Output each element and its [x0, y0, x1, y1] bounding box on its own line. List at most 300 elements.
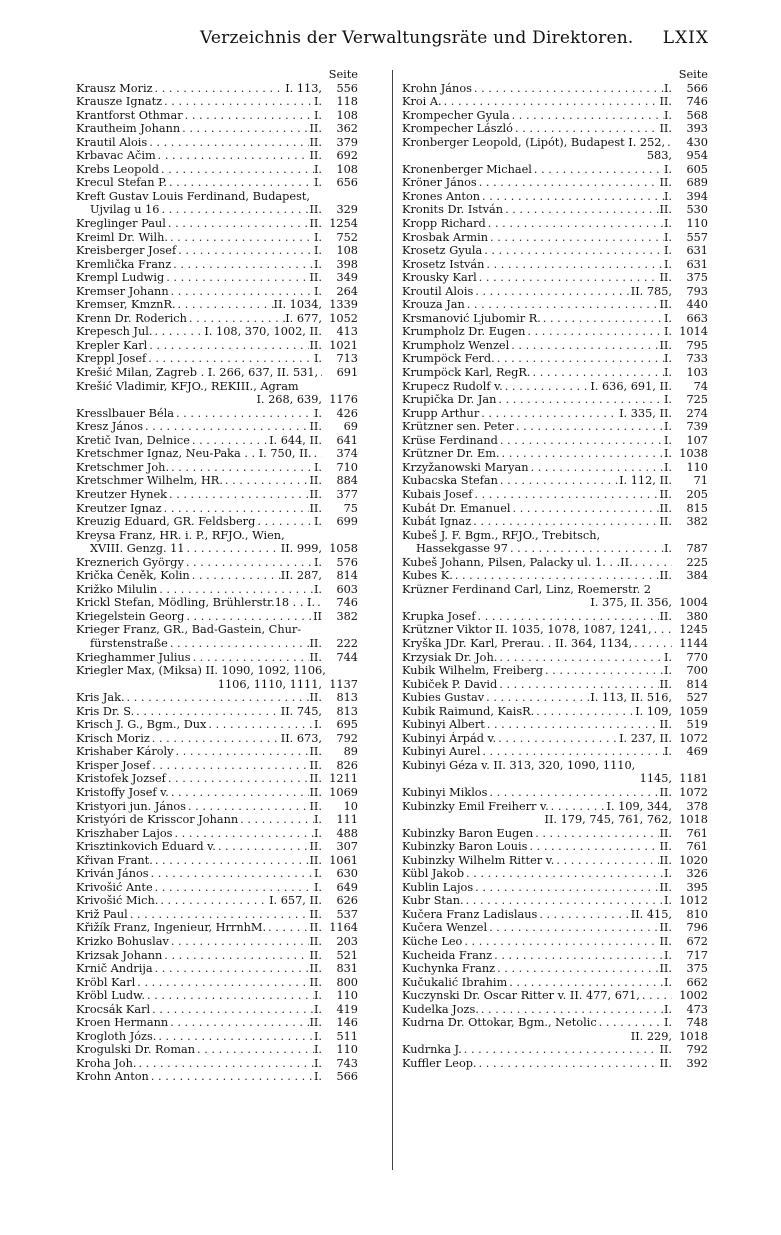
entry-ref: I. 113, II. 516,	[590, 691, 672, 705]
entry-name: Kucheida Franz	[402, 948, 493, 962]
leader-dots	[186, 800, 310, 814]
entry-page: 793	[686, 284, 708, 298]
entry-page: 566	[336, 1070, 358, 1084]
entry-ref: II.	[309, 135, 322, 149]
entry-ref: I. 375, II. 356,	[590, 596, 672, 610]
leader-dots	[527, 840, 659, 854]
entry-ref: I. 335, II.	[619, 406, 672, 420]
entry-name: Krüzner Ferdinand Carl, Linz, Roemerstr. 2	[402, 582, 652, 596]
entry-page: 1176	[329, 393, 358, 407]
entry-ref: I.	[313, 582, 322, 596]
leader-dots	[665, 136, 672, 150]
entry-name: Kubr Stan.	[402, 894, 464, 908]
entry-name: Kreuzig Eduard, GR. Feldsberg	[76, 515, 256, 529]
entry-page: 395	[686, 880, 708, 894]
entry-page: 394	[686, 189, 708, 203]
entry-name: Kučukalić Ibrahim	[402, 975, 508, 989]
entry-ref: I.	[663, 1016, 672, 1030]
index-entry-continuation	[402, 596, 708, 610]
entry-name: Krouza Jan	[402, 298, 465, 312]
leader-dots	[486, 217, 664, 231]
index-entry	[76, 380, 358, 394]
leader-dots	[191, 651, 310, 665]
entry-name: Krisch Moriz	[76, 731, 150, 745]
index-entry	[76, 149, 358, 163]
entry-ref: II.	[659, 677, 672, 691]
entry-page: 725	[686, 393, 708, 407]
entry-ref: II	[313, 609, 322, 623]
entry-page: 349	[336, 271, 358, 285]
index-entry	[402, 244, 708, 258]
leader-dots	[255, 515, 314, 529]
entry-ref: I. 113,	[285, 81, 322, 95]
entry-name: Krupka Josef	[402, 609, 476, 623]
entry-ref: I.	[663, 447, 672, 461]
entry-name: Kreppl Josef	[76, 352, 147, 366]
leader-dots	[166, 772, 310, 786]
page-header	[0, 28, 781, 56]
entry-page: 1038	[679, 447, 708, 461]
index-entry	[76, 921, 358, 935]
index-entry	[76, 881, 358, 895]
entry-name: Krisper Josef	[76, 758, 151, 772]
index-entry	[76, 705, 358, 719]
index-entry	[402, 854, 708, 868]
entry-page: 576	[336, 555, 358, 569]
entry-ref: II.	[309, 785, 322, 799]
entry-name: Krousky Karl	[402, 271, 477, 285]
leader-dots	[442, 95, 660, 109]
entry-page: 1002	[679, 989, 708, 1003]
entry-page: 1018	[679, 1029, 708, 1043]
leader-dots	[465, 298, 660, 312]
entry-page: 813	[336, 704, 358, 718]
index-entry	[402, 122, 708, 136]
entry-ref: II. 179, 745, 761, 762,	[544, 813, 672, 827]
entry-ref: I.	[663, 393, 672, 407]
entry-name: Kubik Raimund, KaisR.	[402, 704, 535, 718]
index-entry	[402, 1016, 708, 1030]
entry-page: 440	[686, 298, 708, 312]
entry-page: 377	[336, 487, 358, 501]
entry-name: Krishaber Károly	[76, 745, 174, 759]
leader-dots	[145, 989, 314, 1003]
leader-dots	[150, 732, 281, 746]
leader-dots	[135, 976, 309, 990]
entry-ref: II.	[659, 122, 672, 136]
entry-name: Kremser Johann	[76, 284, 169, 298]
entry-page: 107	[686, 433, 708, 447]
entry-ref: II.	[309, 122, 322, 136]
leader-dots	[480, 745, 664, 759]
entry-page: 630	[336, 867, 358, 881]
entry-page: 1339	[329, 298, 358, 312]
leader-dots	[503, 203, 659, 217]
leader-dots	[509, 339, 659, 353]
entry-ref: I. 237, II.	[619, 731, 672, 745]
entry-page: 430	[686, 135, 708, 149]
index-entry	[402, 732, 708, 746]
entry-page: 663	[686, 311, 708, 325]
leader-dots	[190, 569, 281, 583]
index-entry	[76, 1057, 358, 1071]
index-entry	[76, 420, 358, 434]
leader-dots	[183, 109, 314, 123]
entry-ref: II.	[659, 271, 672, 285]
entry-page: 743	[336, 1056, 358, 1070]
entry-page: 382	[686, 515, 708, 529]
entry-ref: I.	[663, 81, 672, 95]
entry-page: 810	[686, 907, 708, 921]
entry-page: 413	[336, 325, 358, 339]
entry-ref: II.	[659, 609, 672, 623]
entry-name: Kubinzky Baron Louis	[402, 840, 528, 854]
index-entry	[76, 285, 358, 299]
entry-page: 796	[686, 921, 708, 935]
index-entry	[76, 502, 358, 516]
index-entry	[76, 759, 358, 773]
entry-name: Krützner Viktor II. 1035, 1078, 1087, 1241,	[402, 623, 652, 637]
entry-ref: I.	[663, 230, 672, 244]
entry-page: 761	[686, 826, 708, 840]
entry-page: 527	[686, 691, 708, 705]
entry-page: 1052	[329, 311, 358, 325]
index-entry	[402, 95, 708, 109]
entry-ref: I. 677,	[285, 311, 322, 325]
entry-name: Kudrnka J.	[402, 1043, 462, 1057]
leader-dots	[143, 420, 309, 434]
entry-name: Krbavac Ačim	[76, 149, 156, 163]
leader-dots	[147, 339, 309, 353]
entry-page: 1144	[679, 636, 708, 650]
index-entry	[76, 772, 358, 786]
leader-dots	[153, 881, 314, 895]
entry-page: 108	[336, 244, 358, 258]
index-entry	[76, 745, 358, 759]
index-entry	[402, 502, 708, 516]
index-entry	[76, 556, 358, 570]
entry-name: Krickl Stefan, Mödling, Brühlerstr.18 . . I.	[76, 596, 316, 610]
entry-ref: I.	[663, 664, 672, 678]
index-entry	[76, 867, 358, 881]
index-entry	[402, 908, 708, 922]
leader-dots	[479, 407, 619, 421]
entry-ref: I.	[313, 257, 322, 271]
index-entry	[402, 474, 708, 488]
entry-ref: I. 109, 344,	[606, 799, 672, 813]
entry-name: Küche Leo	[402, 935, 463, 948]
leader-dots	[477, 176, 660, 190]
leader-dots	[537, 908, 630, 922]
leader-dots	[484, 691, 590, 705]
entry-ref: II. 415,	[630, 907, 672, 921]
leader-dots	[171, 258, 314, 272]
index-entry-continuation	[76, 678, 358, 692]
entry-name: Križ Paul	[76, 907, 128, 921]
entry-name: Kubinyi Miklos	[402, 785, 488, 799]
entry-name: Krüse Ferdinand	[402, 433, 498, 447]
index-entry	[76, 569, 358, 583]
leader-dots	[312, 447, 322, 461]
index-entry	[402, 447, 708, 461]
index-entry	[76, 664, 358, 678]
leader-dots	[462, 1043, 660, 1057]
index-entry	[402, 529, 708, 543]
leader-dots	[510, 109, 664, 123]
index-entry	[76, 461, 358, 475]
entry-ref: I.	[313, 460, 322, 474]
entry-ref: II.	[659, 1043, 672, 1057]
entry-name: Kubinyi Árpád v.	[402, 731, 497, 745]
entry-ref: II.	[659, 962, 672, 976]
entry-name: Kübl Jakob	[402, 867, 465, 881]
leader-dots	[176, 244, 314, 258]
entry-page: 631	[686, 257, 708, 271]
leader-dots	[149, 1070, 314, 1084]
index-entry	[76, 298, 358, 312]
entry-page: 672	[686, 935, 708, 948]
entry-page: 1181	[679, 772, 708, 786]
index-entry	[76, 352, 358, 366]
entry-name: Kreiml Dr. Wilh.	[76, 230, 168, 244]
entry-name: Hassekgasse 97	[416, 542, 508, 556]
entry-name: Krohn Anton	[76, 1070, 149, 1084]
leader-dots	[479, 1003, 664, 1017]
leader-dots	[266, 921, 309, 935]
entry-name: Krzyžanowski Maryan	[402, 460, 529, 474]
leader-dots	[153, 854, 310, 868]
entry-ref: I.	[313, 989, 322, 1003]
index-entry	[76, 122, 358, 136]
index-entry	[76, 989, 358, 1003]
leader-dots	[168, 231, 314, 245]
entry-ref: I.	[313, 1070, 322, 1084]
entry-page: 748	[686, 1016, 708, 1030]
entry-page: 605	[686, 162, 708, 176]
index-entry	[76, 542, 358, 556]
entry-page: 826	[336, 758, 358, 772]
index-entry	[402, 393, 708, 407]
entry-page: 108	[336, 162, 358, 176]
entry-ref: II.	[309, 1016, 322, 1030]
index-entry	[402, 976, 708, 990]
entry-ref: II.	[309, 149, 322, 163]
entry-ref: I.	[313, 284, 322, 298]
entry-page: 746	[686, 95, 708, 109]
leader-dots	[462, 935, 659, 949]
leader-dots	[147, 136, 309, 150]
entry-name: Kriszhaber Lajos	[76, 826, 173, 840]
entry-ref: I.	[313, 230, 322, 244]
entry-page: 739	[686, 420, 708, 434]
entry-page: 74	[693, 379, 708, 393]
entry-page: 69	[343, 420, 358, 434]
entry-page: 222	[336, 636, 358, 650]
entry-ref: 1145,	[639, 772, 672, 786]
leader-dots	[156, 149, 310, 163]
leader-dots	[496, 732, 619, 746]
entry-ref: I.	[663, 745, 672, 759]
page-title: Verzeichnis der Verwaltungsräte und Direktoren.	[200, 28, 634, 48]
entry-ref: I.	[313, 162, 322, 176]
index-entry	[402, 623, 708, 637]
entry-name: Kreisberger Josef	[76, 244, 177, 258]
leader-dots	[498, 434, 664, 448]
index-entry	[76, 1043, 358, 1057]
index-entry	[76, 258, 358, 272]
entry-ref: II.	[309, 948, 322, 962]
entry-page: 792	[686, 1043, 708, 1057]
entry-name: Kristofek Jozsef	[76, 772, 166, 786]
entry-name: Kuczynski Dr. Oscar Ritter v. II. 477, 671,	[402, 989, 640, 1003]
entry-name: Kroha Joh.	[76, 1056, 137, 1070]
entry-page: 110	[336, 989, 358, 1003]
leader-dots	[128, 908, 310, 922]
entry-page: 307	[336, 840, 358, 854]
entry-name: Kreutzer Hynek	[76, 487, 168, 501]
leader-dots	[482, 244, 664, 258]
entry-ref: I.	[663, 460, 672, 474]
entry-name: Krones Anton	[402, 189, 481, 203]
entry-page: 746	[336, 596, 358, 610]
entry-ref: I.	[663, 257, 672, 271]
entry-name: Kubes K.	[402, 569, 453, 583]
entry-page: 1012	[679, 894, 708, 908]
leader-dots	[166, 217, 310, 231]
leader-dots	[180, 122, 309, 136]
entry-name: Krantforst Othmar	[76, 108, 183, 122]
entry-ref: I.	[313, 515, 322, 529]
entry-page: 1164	[329, 921, 358, 935]
entry-page: 954	[686, 149, 708, 163]
entry-name: Kubais Josef	[402, 487, 473, 501]
leader-dots	[168, 637, 310, 651]
leader-dots	[159, 203, 309, 217]
entry-ref: I.	[663, 420, 672, 434]
index-entry	[402, 82, 708, 96]
entry-name: Krnič Andrija	[76, 962, 153, 976]
entry-name: Krička Čeněk, Kolin	[76, 569, 190, 583]
entry-name: Krisch J. G., Bgm., Dux	[76, 718, 207, 732]
entry-name: Krumpöck Karl, RegR.	[402, 366, 531, 380]
entry-ref: II.	[659, 176, 672, 190]
leader-dots	[497, 651, 664, 665]
index-entry	[76, 691, 358, 705]
leader-dots	[162, 949, 309, 963]
entry-ref: I. 268, 639,	[256, 393, 322, 407]
entry-ref: II.	[309, 853, 322, 867]
entry-page: 691	[336, 366, 358, 380]
leader-dots	[473, 881, 659, 895]
entry-page: 649	[336, 880, 358, 894]
entry-ref: II.	[309, 799, 322, 813]
entry-ref: I.	[313, 880, 322, 894]
entry-name: Kreglinger Paul	[76, 217, 166, 231]
column-divider	[392, 70, 393, 1170]
leader-dots	[503, 380, 591, 394]
entry-name: Kublin Lajos	[402, 880, 474, 894]
index-entry-continuation	[402, 772, 708, 786]
leader-dots	[498, 474, 619, 488]
entry-page: 379	[336, 135, 358, 149]
leader-dots	[514, 420, 664, 434]
entry-page: 815	[686, 501, 708, 515]
entry-page: 1059	[679, 704, 708, 718]
index-entry	[76, 813, 358, 827]
leader-dots	[495, 352, 664, 366]
entry-ref: I.	[663, 162, 672, 176]
leader-dots	[169, 935, 310, 949]
entry-ref: II.	[659, 515, 672, 529]
entry-ref: II.	[309, 420, 322, 434]
leader-dots	[153, 962, 310, 976]
index-entry	[76, 109, 358, 123]
leader-dots	[238, 813, 314, 827]
entry-ref: II.	[309, 203, 322, 217]
entry-page: 787	[686, 542, 708, 556]
leader-dots	[632, 637, 672, 651]
entry-name: Krempl Ludwig	[76, 271, 165, 285]
index-entry	[402, 217, 708, 231]
entry-page: 103	[686, 366, 708, 380]
index-entry	[76, 583, 358, 597]
entry-name: Krompecher László	[402, 122, 513, 136]
entry-page: 641	[336, 433, 358, 447]
leader-dots	[167, 176, 314, 190]
leader-dots	[169, 461, 314, 475]
entry-page: 814	[336, 569, 358, 583]
entry-ref: II.	[309, 338, 322, 352]
leader-dots	[164, 271, 309, 285]
leader-dots	[497, 678, 659, 692]
index-entry	[76, 732, 358, 746]
entry-ref: I.	[663, 867, 672, 881]
entry-ref: II. 673,	[280, 731, 322, 745]
entry-name: Kristoffy Josef v.	[76, 785, 169, 799]
entry-ref: II.	[309, 474, 322, 488]
seite-label: Seite	[678, 68, 708, 81]
index-entry	[402, 989, 708, 1003]
entry-ref: II.	[309, 907, 322, 921]
entry-ref: II.	[659, 880, 672, 894]
index-entry	[402, 718, 708, 732]
entry-name: Krecul Stefan P.	[76, 176, 167, 190]
entry-page: 108	[336, 108, 358, 122]
entry-page: 603	[336, 582, 358, 596]
index-entry	[76, 894, 358, 908]
index-entry	[402, 921, 708, 935]
entry-name: Kronenberger Michael	[402, 162, 532, 176]
index-entry	[402, 339, 708, 353]
index-entry	[402, 935, 708, 949]
entry-name: fürstenstraße	[90, 636, 168, 650]
index-entry	[402, 461, 708, 475]
entry-page: 1254	[329, 217, 358, 231]
index-entry	[402, 231, 708, 245]
index-entry	[402, 1043, 708, 1057]
index-entry	[76, 962, 358, 976]
index-entry	[76, 529, 358, 543]
entry-name: Kubeš J. F. Bgm., RFJO., Trebitsch,	[402, 528, 601, 542]
entry-page: 374	[336, 447, 358, 461]
entry-page: 380	[686, 609, 708, 623]
entry-ref: I.	[663, 650, 672, 664]
leader-dots	[453, 569, 660, 583]
entry-name: Kubiček P. David	[402, 677, 498, 691]
entry-ref: II.	[309, 758, 322, 772]
leader-dots	[511, 502, 660, 516]
entry-page: 274	[686, 406, 708, 420]
